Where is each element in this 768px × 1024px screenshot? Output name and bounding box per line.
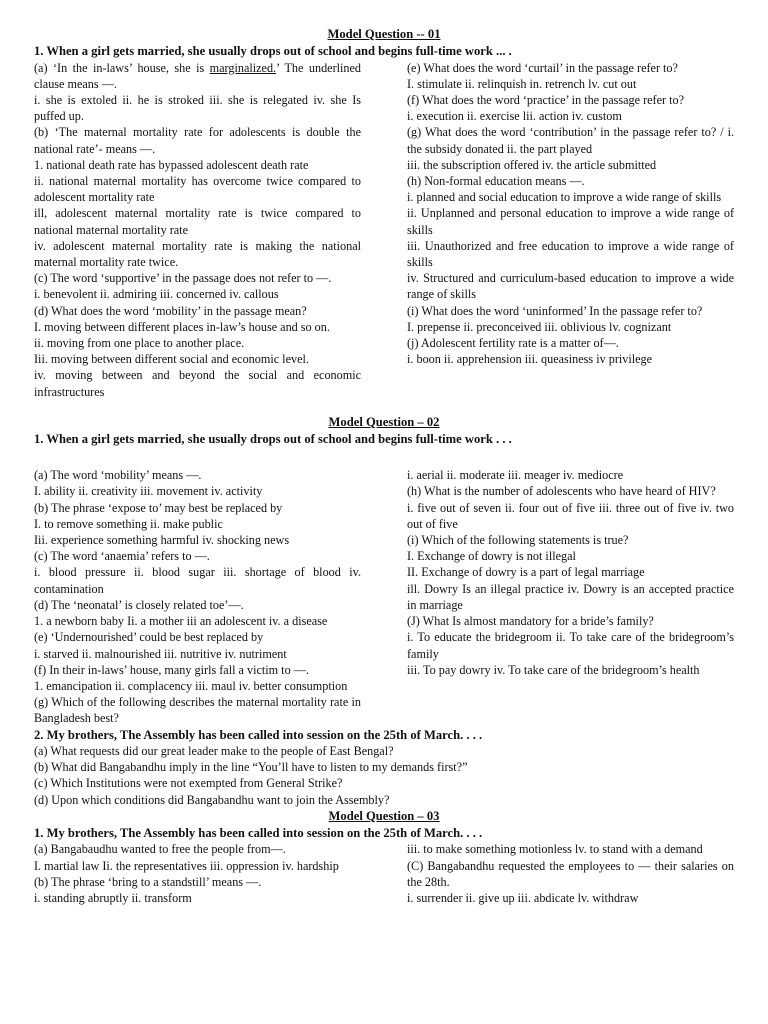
mq1-options-g: iii. the subscription offered iv. the article submitted <box>407 157 657 172</box>
mq1-option-h1: i. planned and social education to improve a wide range of skills <box>407 190 722 205</box>
mq2-options-g: i. aerial ii. moderate iii. meager iv. mediocre <box>407 468 624 483</box>
mq2-options-d: 1. a newborn baby Ii. a mother iii an adolescent iv. a disease <box>34 614 328 629</box>
mq3-left-column <box>34 841 361 906</box>
mq1-question-e: (e) What does the word ‘curtail’ in the passage refer to? <box>407 60 678 75</box>
mq2-right-column <box>407 467 734 726</box>
mq1-options-j: i. boon ii. apprehension iii. queasiness iv privilege <box>407 352 653 367</box>
mq2-options-e: i. starved ii. malnourished iii. nutritive iv. nutriment <box>34 646 287 661</box>
mq1-options-i: I. prepense ii. preconceived iii. oblivious lv. cognizant <box>407 319 672 334</box>
mq1-option-d3: Iii. moving between different social and economic level. <box>34 352 309 367</box>
mq3-columns <box>34 841 734 906</box>
mq2-q2-item-c: (c) Which Institutions were not exempted from General Strike? <box>34 776 343 791</box>
mq2-question-a: (a) The word ‘mobility’ means —. <box>34 468 202 483</box>
mq1-right-column <box>407 60 734 400</box>
mq1-question-b: (b) ‘The maternal mortality rate for adolescents is double the national rate’- means —. <box>34 125 361 156</box>
mq3-options-c: i. surrender ii. give up iii. abdicate lv. withdraw <box>407 890 639 905</box>
mq2-q2-item-d: (d) Upon which conditions did Bangabandhu want to join the Assembly? <box>34 792 390 807</box>
mq3-passage-question: 1. My brothers, The Assembly has been called into session on the 25th of March. . . . <box>34 825 483 840</box>
mq3-question-c: (C) Bangabandhu requested the employees to — their salaries on the 28th. <box>407 858 734 889</box>
mq1-option-b2: ii. national maternal mortality has overcome twice compared to adolescent mortality rate <box>34 173 361 205</box>
mq2-question-d: (d) The ‘neonatal’ is closely related toe’—. <box>34 597 244 612</box>
mq2-option-i1: I. Exchange of dowry is not illegal <box>407 549 576 564</box>
mq2-option-i3: ill. Dowry Is an illegal practice iv. Dowry is an accepted practice in marriage <box>407 581 734 612</box>
underlined-word: marginalized. <box>209 60 277 75</box>
mq2-question-g: (g) Which of the following describes the maternal mortality rate in Bangladesh best? <box>34 695 361 726</box>
mq1-option-d2: ii. moving from one place to another place. <box>34 335 245 350</box>
mq2-options-a: I. ability ii. creativity iii. movement iv. activity <box>34 484 263 499</box>
mq2-question-h: (h) What is the number of adolescents who have heard of HIV? <box>407 484 716 499</box>
mq1-question-h: (h) Non-formal education means —. <box>407 173 585 188</box>
mq1-columns <box>34 60 734 400</box>
mq1-option-b3: ill, adolescent maternal mortality rate is twice compared to national maternal mortality rate <box>34 206 361 237</box>
mq2-question-f: (f) In their in-laws’ house, many girls fall a victim to —. <box>34 662 309 677</box>
mq3-question-a: (a) Bangabaudhu wanted to free the people from—. <box>34 842 286 857</box>
mq2-question-c: (c) The word ‘anaemia’ refers to —. <box>34 549 210 564</box>
mq2-options-f: 1. emancipation ii. complacency iii. maul iv. better consumption <box>34 678 348 693</box>
mq2-options-b1: I. to remove something ii. make public <box>34 516 223 531</box>
mq1-options-a: i. she is extoled ii. he is stroked iii. she is relegated iv. she Is puffed up. <box>34 92 361 124</box>
mq1-option-h4: iv. Structured and curriculum-based education to improve a wide range of skills <box>407 271 734 302</box>
mq1-option-b1: 1. national death rate has bypassed adolescent death rate <box>34 157 309 172</box>
mq2-left-column <box>34 467 361 726</box>
mq2-q2-item-b: (b) What did Bangabandhu imply in the line “You’ll have to listen to my demands first?” <box>34 760 468 775</box>
mq1-question-i: (i) What does the word ‘uninformed’ In the passage refer to? <box>407 303 703 318</box>
mq2-question-e: (e) ‘Undernourished’ could be best replaced by <box>34 630 264 645</box>
mq2-options-h: i. five out of seven ii. four out of five iii. three out of five iv. two out of five <box>407 500 734 531</box>
mq2-option-j1: i. To educate the bridegroom ii. To take care of the bridegroom’s family <box>407 630 734 661</box>
mq2-option-j2: iii. To pay dowry iv. To take care of the bridegroom’s health <box>407 662 700 677</box>
mq2-question-2: 2. My brothers, The Assembly has been called into session on the 25th of March. . . . <box>34 727 483 742</box>
mq1-left-column <box>34 60 361 400</box>
document-page <box>34 26 734 906</box>
mq3-options-b: i. standing abruptly ii. transform <box>34 890 192 905</box>
mq1-option-d1: I. moving between different places in-law’s house and so on. <box>34 319 330 334</box>
mq3-question-b: (b) The phrase ‘bring to a standstill’ means —. <box>34 874 262 889</box>
model-question-02-heading: Model Question – 02 <box>328 414 440 429</box>
mq1-option-b4: iv. adolescent maternal mortality rate is making the national maternal mortality rate twice. <box>34 238 361 269</box>
mq2-options-c: i. blood pressure ii. blood sugar iii. shortage of blood iv. contamination <box>34 565 361 596</box>
mq2-question-j: (J) What Is almost mandatory for a bride’s family? <box>407 614 654 629</box>
mq1-question-a: (a) ‘In the in-laws’ house, she is marginalized.’ The underlined clause means —. <box>34 60 362 91</box>
model-question-01-heading: Model Question -- 01 <box>327 27 441 41</box>
mq1-question-g: (g) What does the word ‘contribution’ in the passage refer to? / i. the subsidy donated ii. the part played <box>407 125 734 156</box>
mq3-options-b-cont: iii. to make something motionless lv. to stand with a demand <box>407 842 703 857</box>
mq1-option-d4: iv. moving between and beyond the social and economic infrastructures <box>34 368 361 399</box>
mq2-columns <box>34 467 734 726</box>
mq1-passage-question: 1. When a girl gets married, she usually drops out of school and begins full-time work ... . <box>34 44 512 58</box>
mq2-question-i: (i) Which of the following statements is true? <box>407 533 629 548</box>
mq3-options-a: I. martial law Ii. the representatives iii. oppression iv. hardship <box>34 858 339 873</box>
mq1-options-c: i. benevolent ii. admiring iii. concerned iv. callous <box>34 287 279 302</box>
mq1-question-d: (d) What does the word ‘mobility’ in the passage mean? <box>34 303 307 318</box>
mq1-options-f: i. execution ii. exercise lii. action iv. custom <box>407 109 622 124</box>
mq1-question-f: (f) What does the word ‘practice’ in the passage refer to? <box>407 92 685 107</box>
mq2-q2-item-a: (a) What requests did our great leader make to the people of East Bengal? <box>34 744 394 759</box>
mq1-option-h2: ii. Unplanned and personal education to improve a wide range of skills <box>407 206 734 237</box>
mq1-question-c: (c) The word ‘supportive’ in the passage does not refer to —. <box>34 271 332 286</box>
model-question-03-heading: Model Question – 03 <box>328 808 440 823</box>
mq2-option-i2: II. Exchange of dowry is a part of legal marriage <box>407 565 645 580</box>
mq1-question-j: (j) Adolescent fertility rate is a matter of—. <box>407 335 619 350</box>
mq2-passage-question: 1. When a girl gets married, she usually drops out of school and begins full-time work . . . <box>34 431 512 446</box>
mq1-option-h3: iii. Unauthorized and free education to improve a wide range of skills <box>407 238 734 269</box>
mq3-right-column <box>407 841 734 906</box>
mq2-question-b: (b) The phrase ‘expose to’ may best be replaced by <box>34 500 283 515</box>
mq1-options-e: I. stimulate ii. relinquish in. retrench lv. cut out <box>407 76 637 91</box>
mq2-options-b2: Iii. experience something harmful iv. shocking news <box>34 533 290 548</box>
